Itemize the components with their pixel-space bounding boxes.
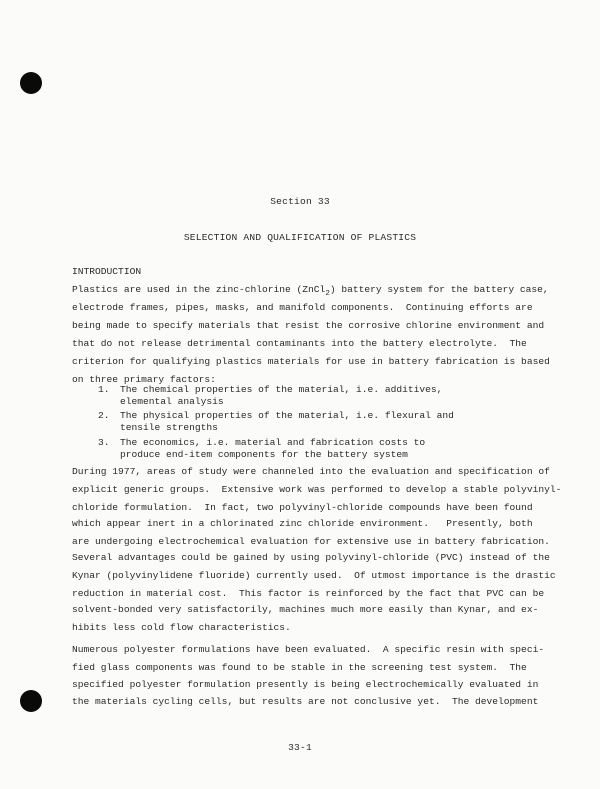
intro-heading: INTRODUCTION: [72, 266, 142, 277]
para2-line: reduction in material cost. This factor is reinforced by the fact that PVC can be: [72, 588, 545, 599]
para1-line: that do not release detrimental contaminants into the battery electrolyte. The: [72, 338, 527, 349]
para2-line: Kynar (polyvinylidene fluoride) currently used. Of utmost importance is the drastic: [72, 570, 556, 581]
para2-line: hibits less cold flow characteristics.: [72, 622, 291, 633]
para2-line: chloride formulation. In fact, two polyvinyl-chloride compounds have been found: [72, 502, 533, 513]
para2-line: explicit generic groups. Extensive work was performed to develop a stable polyvinyl-: [72, 484, 562, 495]
para2-line: are undergoing electrochemical evaluation for extensive use in battery fabrication.: [72, 536, 550, 547]
para2-line: During 1977, areas of study were channeled into the evaluation and specification of: [72, 466, 550, 477]
factor-text: tensile strengths: [120, 422, 218, 433]
para1-line: criterion for qualifying plastics materials for use in battery fabrication is based: [72, 356, 550, 367]
para3-line: the materials cycling cells, but results are not conclusive yet. The development: [72, 696, 539, 707]
factor-number: 3.: [98, 437, 110, 448]
factor-number: 2.: [98, 410, 110, 421]
section-label: Section 33: [270, 196, 330, 207]
factor-text: The physical properties of the material, i.e. flexural and: [120, 410, 454, 421]
binder-hole-bottom: [20, 690, 42, 712]
section-title: SELECTION AND QUALIFICATION OF PLASTICS: [183, 232, 417, 243]
para3-line: Numerous polyester formulations have been evaluated. A specific resin with speci-: [72, 644, 545, 655]
factor-text: The chemical properties of the material, i.e. additives,: [120, 384, 443, 395]
para2-line: Several advantages could be gained by using polyvinyl-chloride (PVC) instead of the: [72, 552, 550, 563]
page-number: 33-1: [288, 742, 312, 753]
para1-line-1: Plastics are used in the zinc-chlorine (ZnCl$_2$) battery system for the battery case,: [72, 284, 549, 298]
factor-text: elemental analysis: [120, 396, 224, 407]
para2-line: which appear inert in a chlorinated zinc chloride environment. Presently, both: [72, 518, 533, 529]
factor-text: The economics, i.e. material and fabrication costs to: [120, 437, 426, 448]
para1-line: being made to specify materials that resist the corrosive chlorine environment and: [72, 320, 545, 331]
binder-hole-top: [20, 72, 42, 94]
para1-line: on three primary factors:: [72, 374, 216, 385]
para3-line: fied glass components was found to be stable in the screening test system. The: [72, 662, 527, 673]
para2-line: solvent-bonded very satisfactorily, machines much more easily than Kynar, and ex-: [72, 604, 539, 615]
para3-line: specified polyester formulation presently is being electrochemically evaluated in: [72, 679, 539, 690]
factor-text: produce end-item components for the battery system: [120, 449, 408, 460]
factor-number: 1.: [98, 384, 110, 395]
para1-line: electrode frames, pipes, masks, and manifold components. Continuing efforts are: [72, 302, 533, 313]
